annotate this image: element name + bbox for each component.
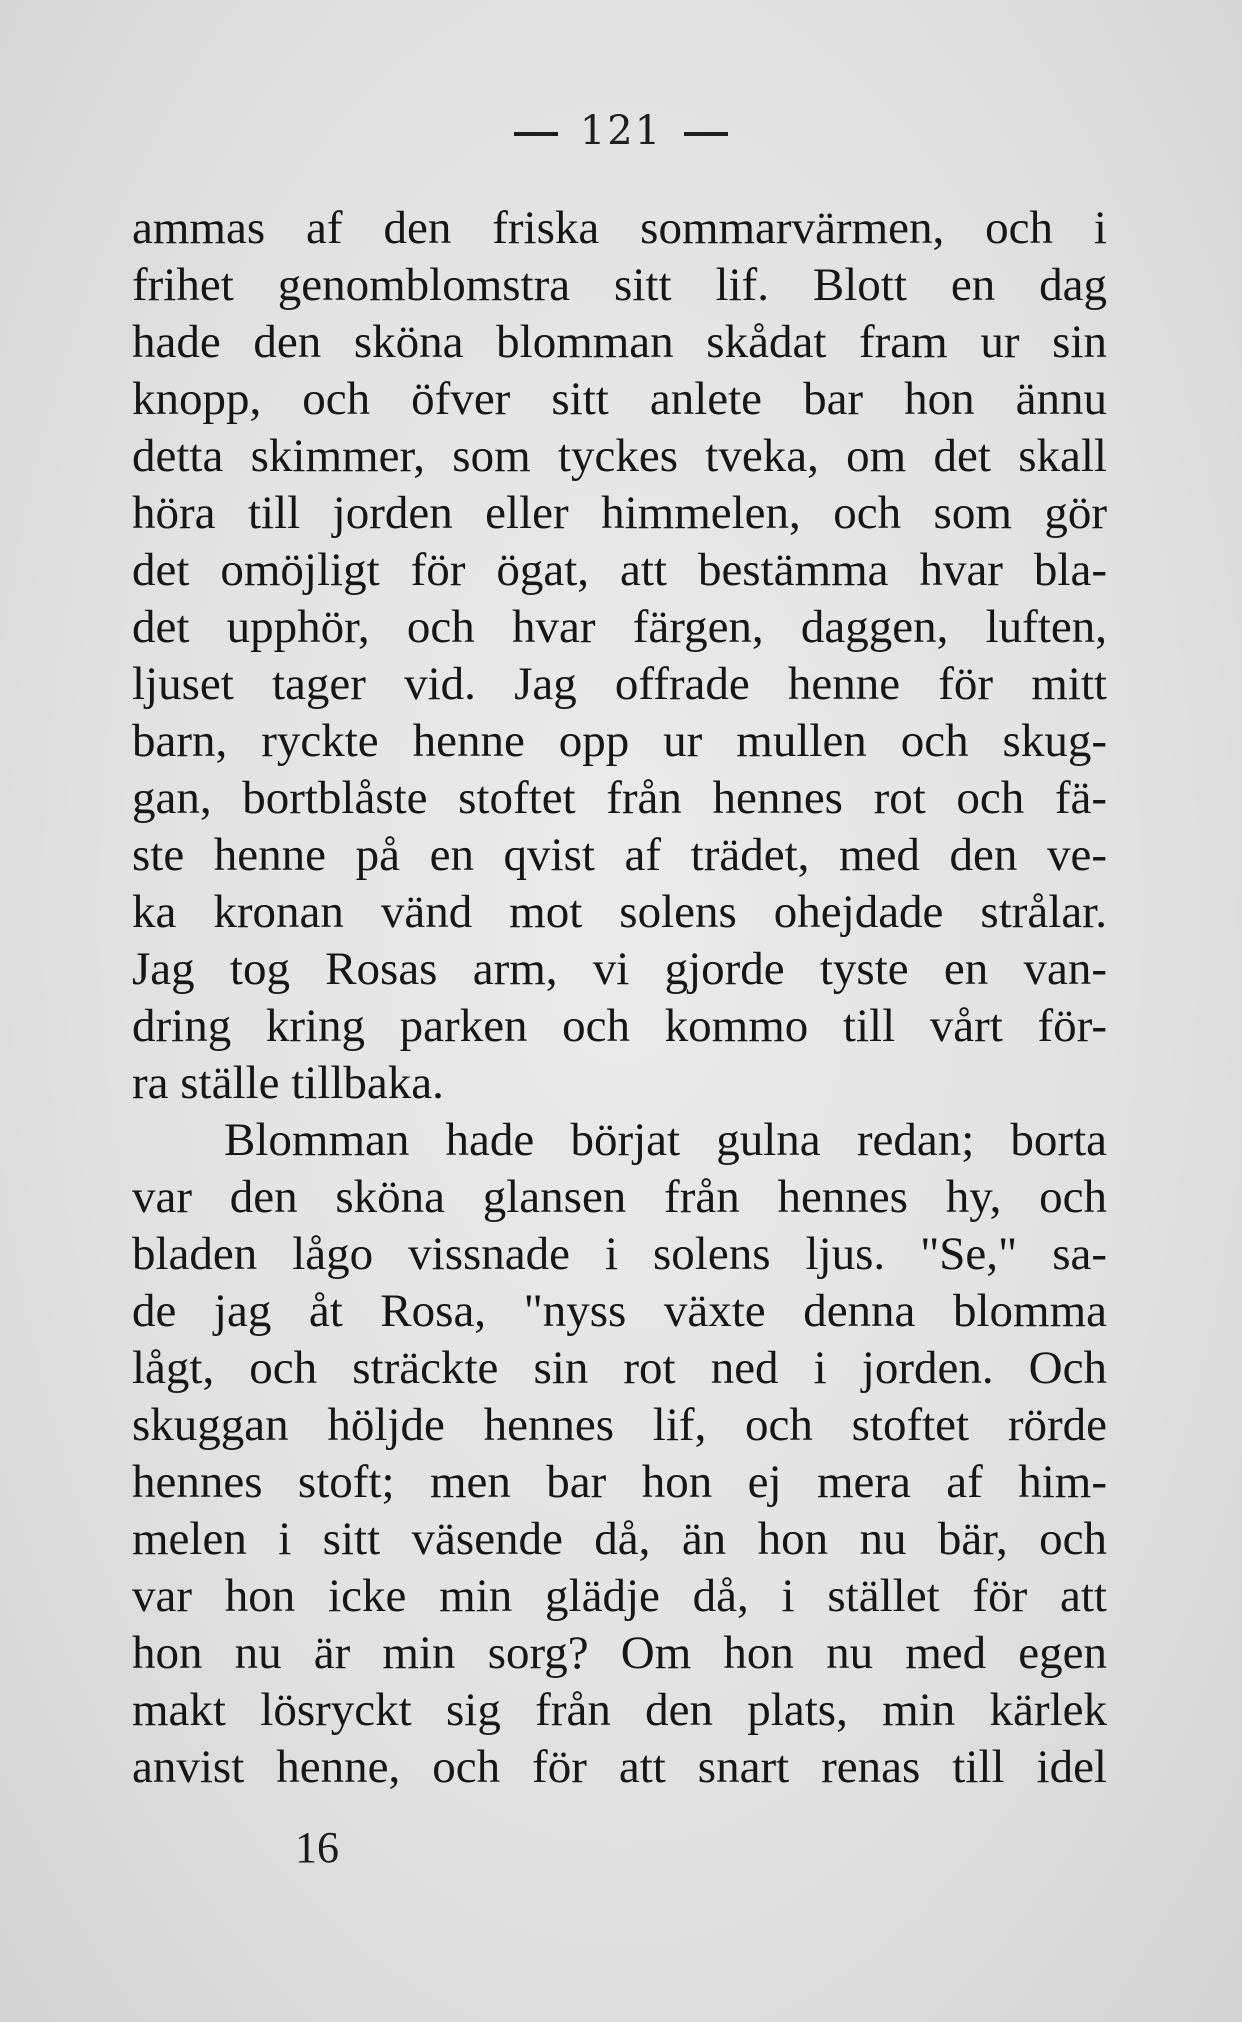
text-line: höra till jorden eller himmelen, och som gör xyxy=(132,487,1107,539)
text-line: bladen lågo vissnade i solens ljus. "Se," sa- xyxy=(132,1228,1107,1280)
text-line: melen i sitt väsende då, än hon nu bär, och xyxy=(132,1513,1107,1565)
text-line: frihet genomblomstra sitt lif. Blott en dag xyxy=(132,259,1107,311)
text-line: det omöjligt för ögat, att bestämma hvar bla- xyxy=(132,544,1107,596)
text-line: ste henne på en qvist af trädet, med den ve- xyxy=(132,829,1107,881)
header-dash-right xyxy=(684,132,728,136)
text-line: ljuset tager vid. Jag offrade henne för mitt xyxy=(132,658,1107,710)
text-line: lågt, och sträckte sin rot ned i jorden. Och xyxy=(132,1342,1107,1394)
text-line: var den sköna glansen från hennes hy, och xyxy=(132,1171,1107,1223)
page-number: 121 xyxy=(579,108,663,154)
text-line: gan, bortblåste stoftet från hennes rot och fä- xyxy=(132,772,1107,824)
text-line: skuggan höljde hennes lif, och stoftet rörde xyxy=(132,1399,1107,1451)
paragraph-1 xyxy=(132,200,1107,1112)
text-line: var hon icke min glädje då, i stället för att xyxy=(132,1570,1107,1622)
signature-mark: 16 xyxy=(295,1823,339,1872)
text-line: Blomman hade börjat gulna redan; borta xyxy=(224,1114,1107,1166)
text-line: ra ställe tillbaka. xyxy=(132,1057,444,1109)
text-line: det upphör, och hvar färgen, daggen, luften, xyxy=(132,601,1107,653)
body-text xyxy=(132,200,1107,1796)
text-line: ammas af den friska sommarvärmen, och i xyxy=(132,202,1107,254)
text-line: barn, ryckte henne opp ur mullen och skug- xyxy=(132,715,1107,767)
paragraph-2 xyxy=(132,1112,1107,1796)
text-line: hennes stoft; men bar hon ej mera af him- xyxy=(132,1456,1107,1508)
text-line: ka kronan vänd mot solens ohejdade strålar. xyxy=(132,886,1107,938)
text-line: hon nu är min sorg? Om hon nu med egen xyxy=(132,1627,1107,1679)
text-line: anvist henne, och för att snart renas till idel xyxy=(132,1741,1107,1793)
text-line: hade den sköna blomman skådat fram ur sin xyxy=(132,316,1107,368)
text-line: makt lösryckt sig från den plats, min kärlek xyxy=(132,1684,1107,1736)
text-line: detta skimmer, som tyckes tveka, om det skall xyxy=(132,430,1107,482)
text-line: dring kring parken och kommo till vårt för- xyxy=(132,1000,1107,1052)
header-dash-left xyxy=(514,132,558,136)
page-header xyxy=(0,108,1242,154)
text-line: Jag tog Rosas arm, vi gjorde tyste en van- xyxy=(132,943,1107,995)
text-line: de jag åt Rosa, "nyss växte denna blomma xyxy=(132,1285,1107,1337)
text-line: knopp, och öfver sitt anlete bar hon ännu xyxy=(132,373,1107,425)
